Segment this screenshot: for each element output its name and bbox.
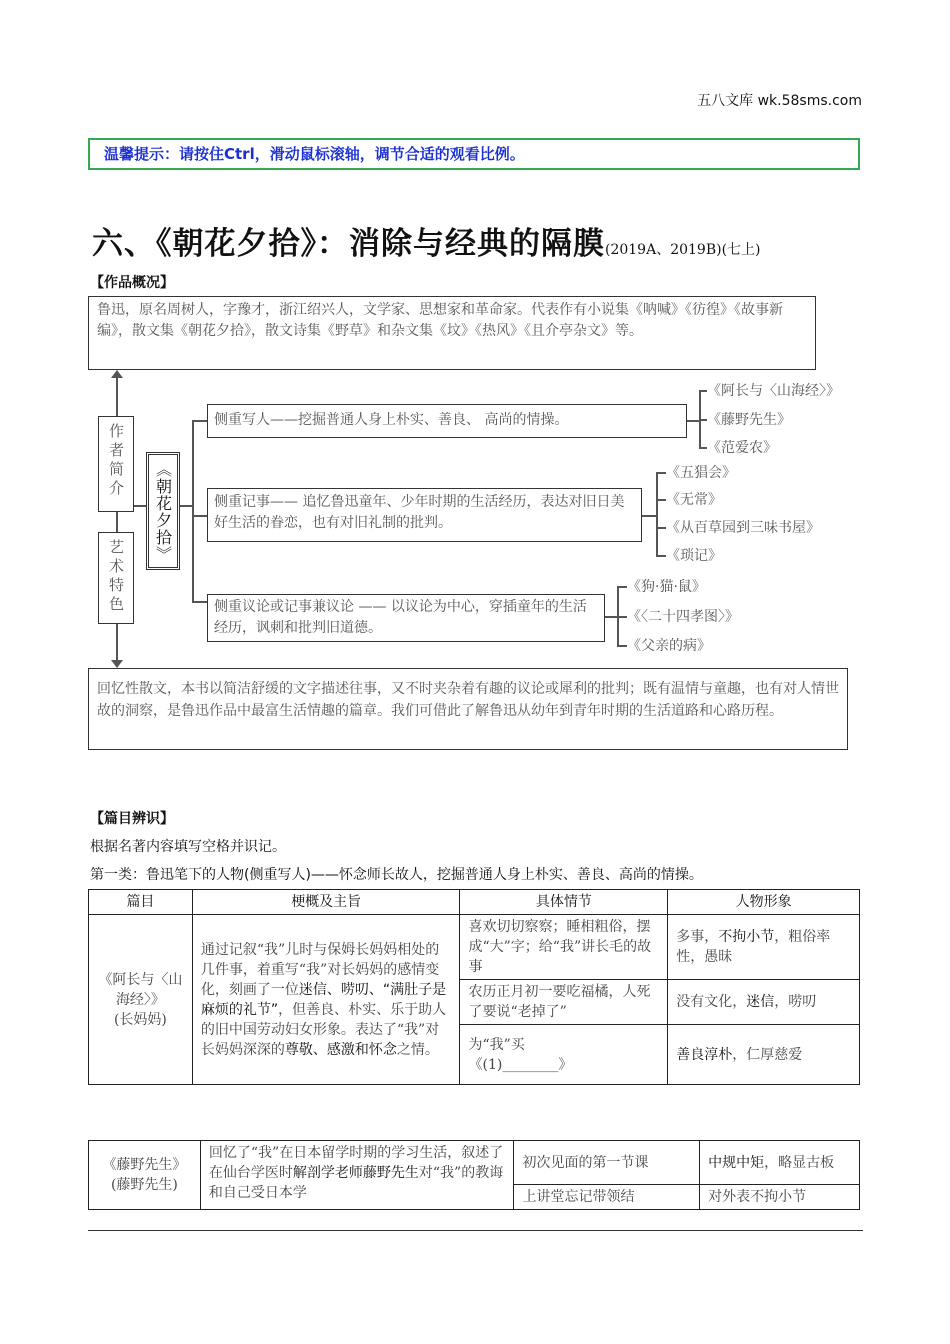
row1-summary-e: 之情。: [396, 1041, 439, 1058]
row1-title: 《阿长与〈山海经〉》: [98, 971, 183, 1008]
row2-summary-b: 解剖学老师藤野先生: [292, 1165, 419, 1181]
art-label-box: [98, 532, 134, 624]
branch-2-item-2: 《无常》: [666, 492, 722, 508]
tip-banner: 温馨提示：请按住Ctrl，滑动鼠标滚轴，调节合适的观看比例。: [88, 138, 860, 170]
author-label-box: [98, 416, 134, 512]
branch-2-item-1: 《五猖会》: [666, 465, 736, 481]
row1-summary-b: 迷信、唠叨、“满肚子是麻烦的礼节”: [200, 981, 447, 1018]
row1-trait-1: [668, 915, 860, 980]
overview-heading: 【作品概况】: [90, 275, 174, 291]
branch-3-item-1: 《狗·猫·鼠》: [627, 579, 706, 595]
art-feature-box: 回忆性散文，本书以简洁舒缓的文字描述往事，又不时夹杂着有趣的议论或犀利的批判；既有温情与童趣，也有对人情世故的洞察，是鲁迅作品中最富生活情趣的篇章。我们可借此了解鲁迅从幼年到青年时期的生活道路和心路历程。: [88, 668, 848, 750]
branch-2-item-3: 《从百草园到三味书屋》: [666, 520, 820, 536]
art-label: 艺术特色: [107, 539, 125, 615]
author-intro-box: 鲁迅，原名周树人，字豫才，浙江绍兴人，文学家、思想家和革命家。代表作有小说集《呐喊》《彷徨》《故事新编》，散文集《朝花夕拾》，散文诗集《野草》和杂文集《坟》《热风》《且介亭杂文》等。: [88, 296, 816, 370]
blank-input-1[interactable]: 《(1)________》: [468, 1056, 573, 1073]
identify-table-1: [88, 889, 860, 1085]
row1-trait-2c: ，唠叨: [774, 994, 817, 1010]
row2-trait-1: [700, 1141, 860, 1185]
title-main: 六、《朝花夕拾》：消除与经典的隔膜: [92, 226, 605, 262]
row1-sub: (长妈妈): [113, 1011, 167, 1028]
branch-1-item-1: 《阿长与〈山海经〉》: [707, 383, 840, 399]
arrow-down-icon: [111, 660, 123, 668]
site-watermark: 五八文库 wk.58sms.com: [697, 93, 862, 109]
row1-trait-2a: 没有文化，: [676, 994, 747, 1010]
row1-summary-d: 尊敬、感激和怀念: [284, 1041, 397, 1058]
identify-table-2: [88, 1140, 860, 1210]
row2-summary-cell: [200, 1141, 514, 1210]
row2-summary-c: 对“我”的教诲和自己受日本学: [208, 1165, 504, 1201]
author-label: 作者简介: [107, 423, 125, 499]
row2-title: 《藤野先生》: [102, 1157, 187, 1173]
book-label-box: [146, 452, 180, 570]
row1-plot-2: 农历正月初一要吃福橘，人死了要说“老掉了”: [460, 980, 668, 1025]
row2-sub: (藤野先生): [110, 1177, 178, 1193]
title-note: (2019A、2019B)(七上): [605, 242, 761, 258]
row1-trait-1a: 多事，: [676, 929, 719, 945]
row1-title-cell: [89, 915, 193, 1085]
row1-trait-3b: 善良淳朴: [676, 1046, 733, 1063]
footer-divider: [88, 1230, 863, 1231]
row1-trait-2: [668, 980, 860, 1025]
row1-trait-3c: ，仁厚慈爱: [732, 1046, 803, 1063]
row2-summary-a: 回忆了“我”在日本留学时期的学习生活，叙述了在仙台学医时: [208, 1145, 504, 1181]
row2-title-cell: [89, 1141, 201, 1210]
arrow-up-icon: [111, 370, 123, 378]
row1-plot-3: [460, 1025, 668, 1085]
category-line: 第一类：鲁迅笔下的人物(侧重写人)——怀念师长故人，挖掘普通人身上朴实、善良、高尚的情操。: [90, 867, 703, 883]
row2-trait-2: 对外表不拘小节: [700, 1185, 860, 1210]
row1-summary-cell: [192, 915, 460, 1085]
col-header-summary: 梗概及主旨: [192, 890, 460, 915]
row1-summary-c: ，但善良、朴实、乐于助人的旧中国劳动妇女形象。表达了“我”对长妈妈深深的: [200, 1001, 447, 1058]
row2-plot-1: 初次见面的第一节课: [514, 1141, 700, 1185]
branch-3-box: 侧重议论或记事兼议论 —— 以议论为中心，穿插童年的生活经历，讽刺和批判旧道德。: [207, 594, 605, 642]
branch-1-item-2: 《藤野先生》: [707, 412, 791, 428]
row1-trait-1b: 不拘小节: [718, 929, 775, 945]
branch-2-item-4: 《琐记》: [666, 548, 722, 564]
branch-3-item-2: 《〈二十四孝图〉》: [627, 609, 739, 625]
page-title: [92, 218, 761, 263]
branch-3-item-3: 《父亲的病》: [627, 638, 711, 654]
identify-heading: 【篇目辨识】: [90, 811, 174, 827]
row2-trait-1b: 中规中矩: [708, 1154, 765, 1171]
row1-summary-a: 通过记叙“我”儿时与保姆长妈妈相处的几件事，着重写“我”对长妈妈的感情变化，刻画了一位: [200, 941, 440, 998]
branch-1-box: 侧重写人——挖掘普通人身上朴实、善良、 高尚的情操。: [207, 404, 687, 438]
col-header-plot: 具体情节: [460, 890, 668, 915]
branch-2-box: 侧重记事—— 追忆鲁迅童年、少年时期的生活经历，表达对旧日美好生活的眷恋，也有对旧礼制的批判。: [207, 488, 642, 542]
row1-trait-2b: 迷信: [746, 994, 775, 1010]
row1-trait-1c: ，粗俗率性，愚昧: [676, 929, 831, 965]
row1-trait-3: [668, 1025, 860, 1085]
row2-plot-2: 上讲堂忘记带领结: [514, 1185, 700, 1210]
col-header-title: 篇目: [89, 890, 193, 915]
row2-trait-1c: ，略显古板: [764, 1154, 835, 1171]
identify-instruction: 根据名著内容填写空格并识记。: [90, 839, 286, 855]
row1-plot-3a: 为“我”买: [468, 1036, 525, 1053]
branch-1-item-3: 《范爱农》: [707, 440, 777, 456]
col-header-trait: 人物形象: [668, 890, 860, 915]
book-label: 《朝花夕拾》: [153, 461, 173, 563]
row1-plot-1: 喜欢切切察察；睡相粗俗，摆成“大”字；给“我”讲长毛的故事: [460, 915, 668, 980]
